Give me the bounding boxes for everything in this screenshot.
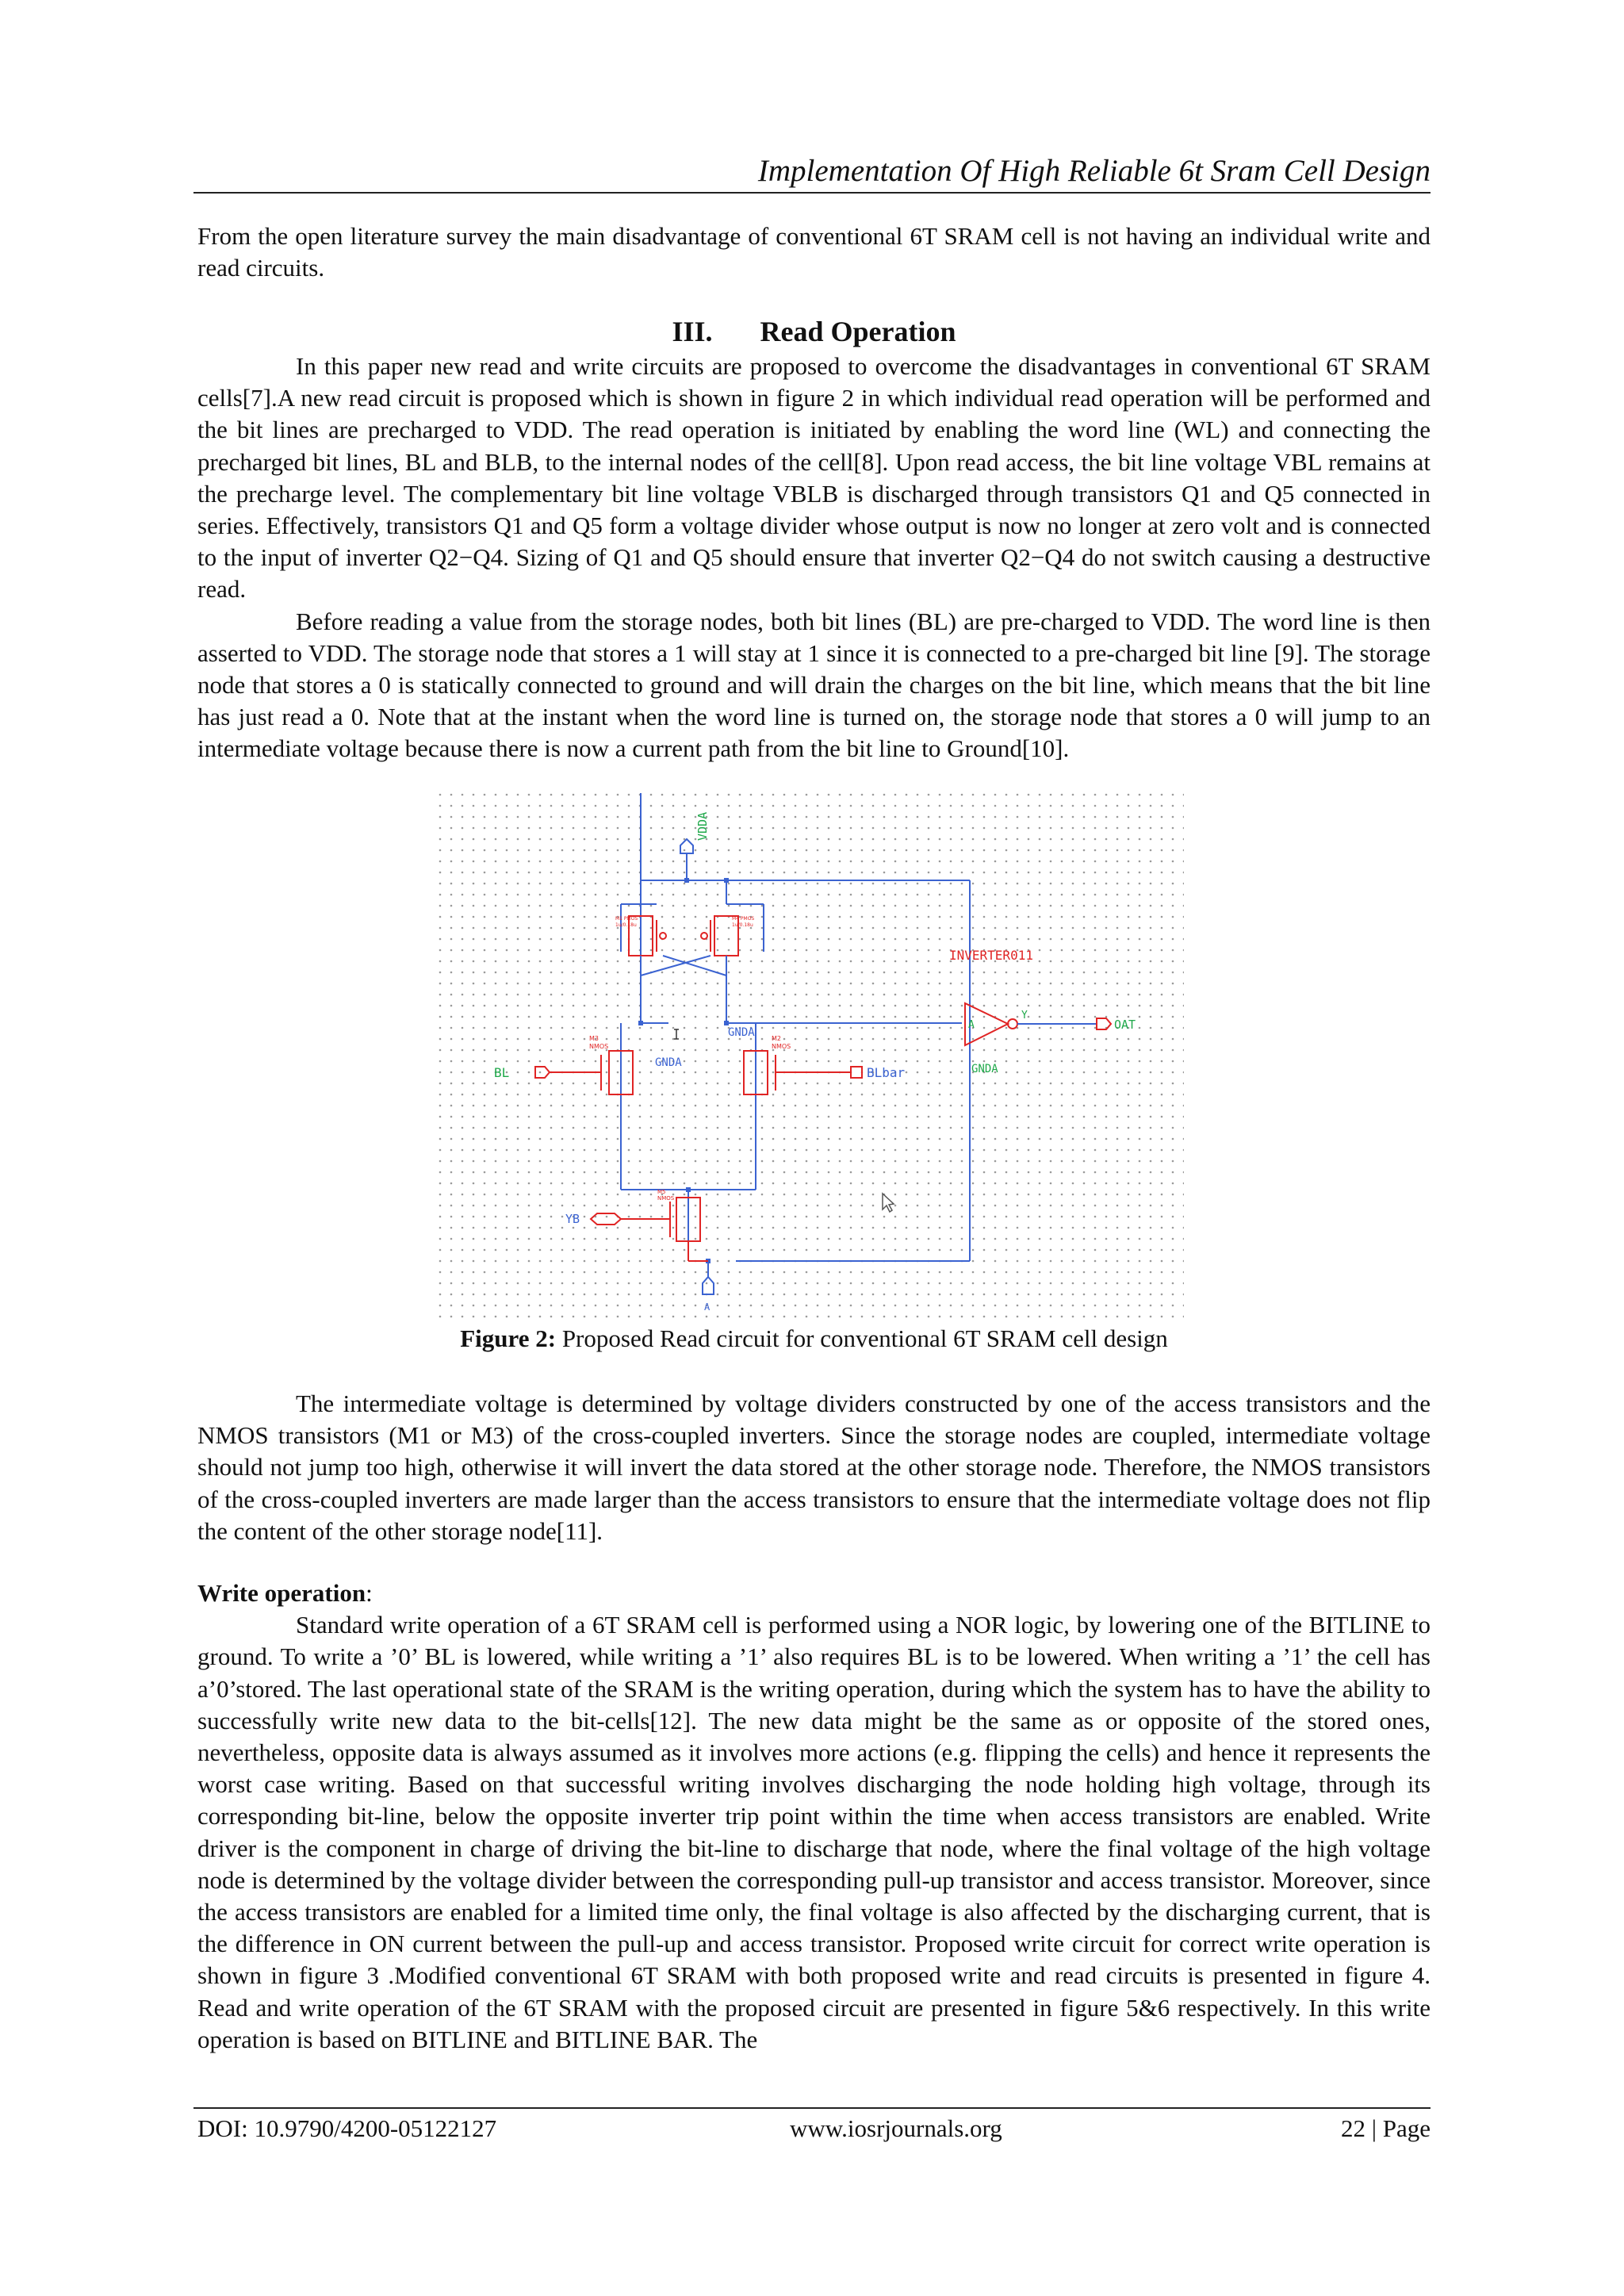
read-paragraph-1: In this paper new read and write circuits are proposed to overcome the disadvantages in conventional 6T SRAM cells[7].A new read circuit is proposed which is shown in figure 2 in which individual read operation will be performed and the bit lines are precharged to VDD. The read operation is initiated by enabling the word line (WL) and connecting the precharged bit lines, BL and BLB, to the internal nodes of the cell[8]. Upon read access, the bit line voltage VBL remains at the precharge level. The complementary bit line voltage VBLB is discharged through transistors Q1 and Q5 connected in series. Effectively, transistors Q1 and Q5 form a voltage divider whose output is now no longer at zero volt and is connected to the input of inverter Q2−Q4. Sizing of Q1 and Q5 should ensure that inverter Q2−Q4 do not switch causing a destructive read. xyxy=(197,352,1431,604)
svg-text:NMOS: NMOS xyxy=(657,1195,675,1202)
caption-label: Figure 2: xyxy=(460,1324,557,1352)
svg-text:M2: M2 xyxy=(772,1035,781,1042)
write-paragraph: Standard write operation of a 6T SRAM cell is performed using a NOR logic, by lowering one of the BITLINE to ground. To write a ’0’ BL is lowered, while writing a ’1’ also requires BL is to be lowered. When writing a ’1’ the cell has a’0’stored. The last operational state of the SRAM is the writing operation, during which the system has to have the ability to successfully write new data to the bit-cells[12]. The new data might be the same as or opposite of the stored ones, nevertheless, opposite data is always assumed as it involves more actions (e.g. flipping the cells) and hence it represents the worst case writing. Based on that successful writing involves discharging the node holding high voltage, through its corresponding bit-line, below the opposite inverter trip point within the time when access transistors are enabled. Write driver is the component in charge of driving the bit-line to discharge that node, where the final voltage of the high voltage node is determined by the voltage divider between the corresponding pull-up transistor and access transistor. Moreover, since the access transistors are enabled for a limited time only, the final voltage is also affected by the discharging current, that is the difference in ON current between the pull-up and access transistor. Proposed write circuit for correct write operation is shown in figure 3 .Modified conventional 6T SRAM with both proposed write and read circuits is presented in figure 4. Read and write operation of the 6T SRAM with the proposed circuit are presented in figure 5&6 respectively. In this write operation is based on BITLINE and BITLINE BAR. The xyxy=(197,1611,1431,2053)
inverter-pin-y: Y xyxy=(1021,1010,1028,1022)
section-title: Read Operation xyxy=(760,316,956,347)
output-label: OAT xyxy=(1114,1018,1136,1032)
svg-text:M4 PMOS: M4 PMOS xyxy=(732,916,755,922)
footer-rule xyxy=(193,2107,1431,2109)
intro-paragraph: From the open literature survey the main disadvantage of conventional 6T SRAM cell is not having an individual write and read circuits. xyxy=(197,222,1431,282)
read-operation-body xyxy=(197,351,1431,765)
section-heading xyxy=(197,314,1431,349)
svg-text:M3: M3 xyxy=(589,1035,599,1042)
svg-text:M1 PMOS: M1 PMOS xyxy=(615,916,638,922)
bl-label: BL xyxy=(494,1065,510,1080)
svg-text:NMOS: NMOS xyxy=(589,1043,609,1050)
yb-label: YB xyxy=(565,1212,580,1226)
blbar-label: BLbar xyxy=(867,1065,906,1080)
gnda-label-3: GNDA xyxy=(971,1063,998,1075)
svg-text:1u/0.18u: 1u/0.18u xyxy=(615,922,637,928)
write-heading-line xyxy=(197,1577,1431,1609)
figure-caption xyxy=(197,1323,1431,1355)
read-paragraph-2: Before reading a value from the storage nodes, both bit lines (BL) are pre-charged to VDD. The word line is then asserted to VDD. The storage node that stores a 1 will stay at 1 since it is connected to a pre-charged bit line [9]. The storage node that stores a 0 is statically connected to ground and will drain the charges on the bit line, which means that the bit line has just read a 0. Note that at the instant when the word line is turned on, the storage node that stores a 0 will jump to an intermediate voltage because there is now a current path from the bit line to Ground[10]. xyxy=(197,607,1431,763)
inverter-label: INVERTER011 xyxy=(949,948,1033,963)
write-heading-colon: : xyxy=(366,1579,373,1607)
footer-page-number: 22 | Page xyxy=(1341,2114,1431,2142)
svg-text:NMOS: NMOS xyxy=(772,1043,791,1050)
write-operation-block xyxy=(197,1577,1431,2056)
write-heading: Write operation xyxy=(197,1579,366,1607)
after-figure-block xyxy=(197,1388,1431,1547)
gnda-label-2: GNDA xyxy=(728,1026,755,1039)
inverter-pin-a: A xyxy=(968,1019,975,1031)
section-number: III. xyxy=(672,316,713,347)
figure-2-schematic xyxy=(439,793,1184,1318)
intro-block xyxy=(197,220,1431,284)
caption-text: Proposed Read circuit for conventional 6T SRAM cell design xyxy=(556,1324,1168,1352)
after-figure-paragraph: The intermediate voltage is determined by voltage dividers constructed by one of the access transistors and the NMOS transistors (M1 or M3) of the cross-coupled inverters. Since the storage nodes are coupled, intermediate voltage should not jump too high, otherwise it will invert the data stored at the other storage node. Therefore, the NMOS transistors of the cross-coupled inverters are made larger than the access transistors to ensure that the intermediate voltage does not flip the content of the other storage node[11]. xyxy=(197,1389,1431,1545)
svg-text:1u/0.18u: 1u/0.18u xyxy=(732,922,753,928)
header-rule xyxy=(193,192,1431,194)
schematic-svg xyxy=(439,793,1184,1318)
grid-background xyxy=(439,793,1184,1318)
bottom-pin-label: A xyxy=(704,1301,710,1313)
footer-url[interactable]: www.iosrjournals.org xyxy=(790,2114,1002,2142)
svg-text:M5: M5 xyxy=(657,1189,666,1195)
footer-doi: DOI: 10.9790/4200-05122127 xyxy=(197,2114,497,2142)
vdda-label: VDDA xyxy=(695,811,710,841)
gnda-label-1: GNDA xyxy=(655,1056,682,1069)
running-title: Implementation Of High Reliable 6t Sram Cell Design xyxy=(757,154,1431,188)
